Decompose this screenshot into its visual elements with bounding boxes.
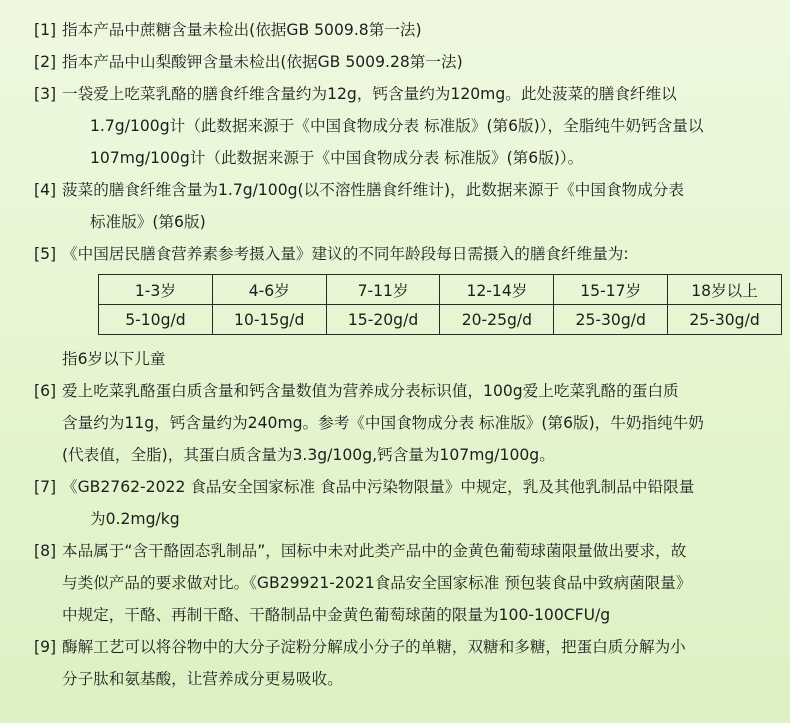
table-cell: 7-11岁	[326, 275, 440, 305]
table-cell: 25-30g/d	[554, 305, 668, 335]
note-2	[34, 46, 786, 78]
footnotes	[34, 14, 786, 695]
table-cell: 18岁以上	[668, 275, 782, 305]
table-cell: 20-25g/d	[440, 305, 554, 335]
note-text: 1.7g/100g计（此数据来源于《中国食物成分表 标准版》(第6版)），全脂纯牛奶钙含量以	[90, 117, 704, 135]
note-number: [8]	[34, 542, 57, 560]
table-cell: 12-14岁	[440, 275, 554, 305]
note-text: 一袋爱上吃菜乳酪的膳食纤维含量约为12g，钙含量约为120mg。此处菠菜的膳食纤维以	[62, 85, 677, 103]
note-number: [1]	[34, 21, 57, 39]
note-number: [9]	[34, 638, 57, 656]
note-text: 《中国居民膳食营养素参考摄入量》建议的不同年龄段每日需摄入的膳食纤维量为:	[62, 245, 629, 263]
note-6	[34, 375, 786, 471]
note-text: (代表值，全脂)，其蛋白质含量为3.3g/100g,钙含量为107mg/100g。	[62, 446, 555, 464]
note-text: 本品属于“含干酪固态乳制品”，国标中未对此类产品中的金黄色葡萄球菌限量做出要求，故	[62, 542, 687, 560]
note-text: 107mg/100g计（此数据来源于《中国食物成分表 标准版》(第6版)）。	[90, 149, 584, 167]
table-cell: 25-30g/d	[668, 305, 782, 335]
note-8	[34, 535, 786, 631]
note-5	[34, 238, 786, 270]
note-text: 爱上吃菜乳酪蛋白质含量和钙含量数值为营养成分表标识值，100g爱上吃菜乳酪的蛋白质	[62, 382, 679, 400]
note-text: 指本产品中蔗糖含量未检出(依据GB 5009.8第一法)	[62, 21, 422, 39]
fiber-intake-table	[98, 274, 782, 335]
table-row-ages	[99, 275, 782, 305]
note-number: [3]	[34, 85, 57, 103]
table-cell: 15-17岁	[554, 275, 668, 305]
note-text: 《GB2762-2022 食品安全国家标准 食品中污染物限量》中规定，乳及其他乳制品中铅限量	[62, 478, 695, 496]
note-number: [6]	[34, 382, 57, 400]
note-text: 含量约为11g，钙含量约为240mg。参考《中国食物成分表 标准版》(第6版)，牛奶指纯牛奶	[62, 414, 704, 432]
note-7	[34, 471, 786, 535]
table-cell: 1-3岁	[99, 275, 213, 305]
note-number: [5]	[34, 245, 57, 263]
note-4	[34, 174, 786, 238]
note-number: [7]	[34, 478, 57, 496]
note-number: [4]	[34, 181, 57, 199]
table-cell: 15-20g/d	[326, 305, 440, 335]
note-9	[34, 631, 786, 695]
table-cell: 5-10g/d	[99, 305, 213, 335]
table-cell: 4-6岁	[212, 275, 326, 305]
note-text: 指本产品中山梨酸钾含量未检出(依据GB 5009.28第一法)	[62, 53, 463, 71]
note-3	[34, 78, 786, 174]
table-row-amounts	[99, 305, 782, 335]
note-text: 酶解工艺可以将谷物中的大分子淀粉分解成小分子的单糖，双糖和多糖，把蛋白质分解为小	[62, 638, 686, 656]
note-1	[34, 14, 786, 46]
note-text: 分子肽和氨基酸，让营养成分更易吸收。	[62, 670, 343, 688]
table-cell: 10-15g/d	[212, 305, 326, 335]
note-text: 菠菜的膳食纤维含量为1.7g/100g(以不溶性膳食纤维计)，此数据来源于《中国食物成分表	[62, 181, 684, 199]
note-text: 为0.2mg/kg	[90, 510, 180, 528]
table-footnote: 指6岁以下儿童	[62, 350, 166, 368]
note-text: 标准版》(第6版)	[90, 213, 206, 231]
note-number: [2]	[34, 53, 57, 71]
note-text: 与类似产品的要求做对比。《GB29921-2021食品安全国家标准 预包装食品中致病菌限量》	[62, 574, 692, 592]
note-text: 中规定，干酪、再制干酪、干酪制品中金黄色葡萄球菌的限量为100-100CFU/g	[62, 606, 611, 624]
